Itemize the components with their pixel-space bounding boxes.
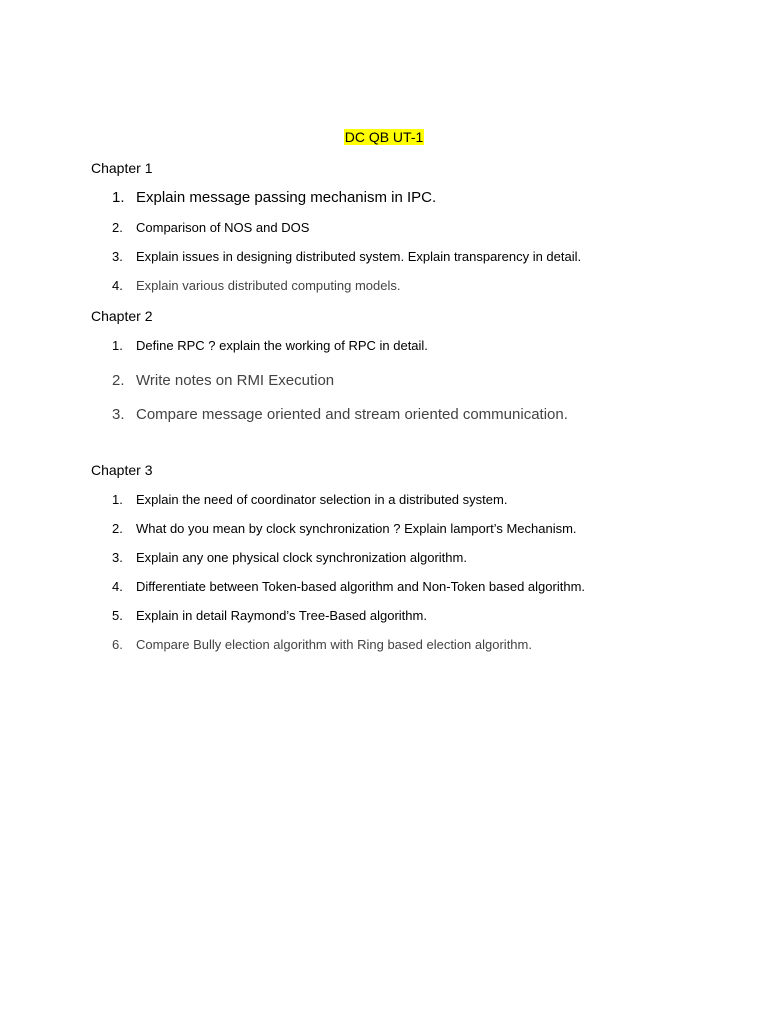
list-item (112, 248, 581, 266)
list-item (112, 636, 532, 654)
list-item-text: Explain various distributed computing models. (136, 278, 401, 293)
list-item (112, 406, 568, 424)
list-item (112, 491, 507, 509)
list-item (112, 607, 427, 625)
list-item-text: Define RPC ? explain the working of RPC in detail. (136, 338, 428, 353)
list-item-text: Compare message oriented and stream oriented communication. (136, 406, 568, 423)
list-item (112, 189, 436, 207)
list-item (112, 277, 400, 295)
list-item (112, 520, 577, 538)
list-item-text: Differentiate between Token-based algorithm and Non-Token based algorithm. (136, 579, 586, 594)
list-item-number: 1. (112, 492, 123, 507)
list-item-number: 3. (112, 249, 123, 264)
list-item-number: 2. (112, 521, 123, 536)
list-item-number: 4. (112, 579, 123, 594)
list-item-number: 1. (112, 338, 123, 353)
list-item-number: 3. (112, 406, 125, 423)
list-item-text: Write notes on RMI Execution (136, 372, 335, 389)
list-item (112, 578, 585, 596)
list-item-number: 3. (112, 550, 123, 565)
document-title (0, 128, 768, 146)
list-item-number: 6. (112, 637, 123, 652)
list-item (112, 219, 309, 237)
list-item (112, 337, 428, 355)
list-item-number: 5. (112, 608, 123, 623)
list-item (112, 549, 467, 567)
list-item-number: 4. (112, 278, 123, 293)
list-item-number: 1. (112, 189, 125, 206)
list-item-text: Compare Bully election algorithm with Ring based election algorithm. (136, 637, 532, 652)
list-item-text: Explain the need of coordinator selection in a distributed system. (136, 492, 508, 507)
list-item-text: What do you mean by clock synchronization ? Explain lamport’s Mechanism. (136, 521, 577, 536)
chapter-3-heading: Chapter 3 (91, 462, 153, 478)
list-item-text: Comparison of NOS and DOS (136, 220, 310, 235)
chapter-1-heading: Chapter 1 (91, 160, 153, 176)
list-item (112, 372, 334, 390)
list-item-number: 2. (112, 220, 123, 235)
document-title-highlight: DC QB UT-1 (344, 129, 424, 145)
list-item-text: Explain any one physical clock synchronization algorithm. (136, 550, 467, 565)
chapter-2-heading: Chapter 2 (91, 308, 153, 324)
list-item-text: Explain issues in designing distributed system. Explain transparency in detail. (136, 249, 582, 264)
list-item-text: Explain message passing mechanism in IPC. (136, 189, 437, 206)
list-item-number: 2. (112, 372, 125, 389)
list-item-text: Explain in detail Raymond’s Tree-Based algorithm. (136, 608, 427, 623)
